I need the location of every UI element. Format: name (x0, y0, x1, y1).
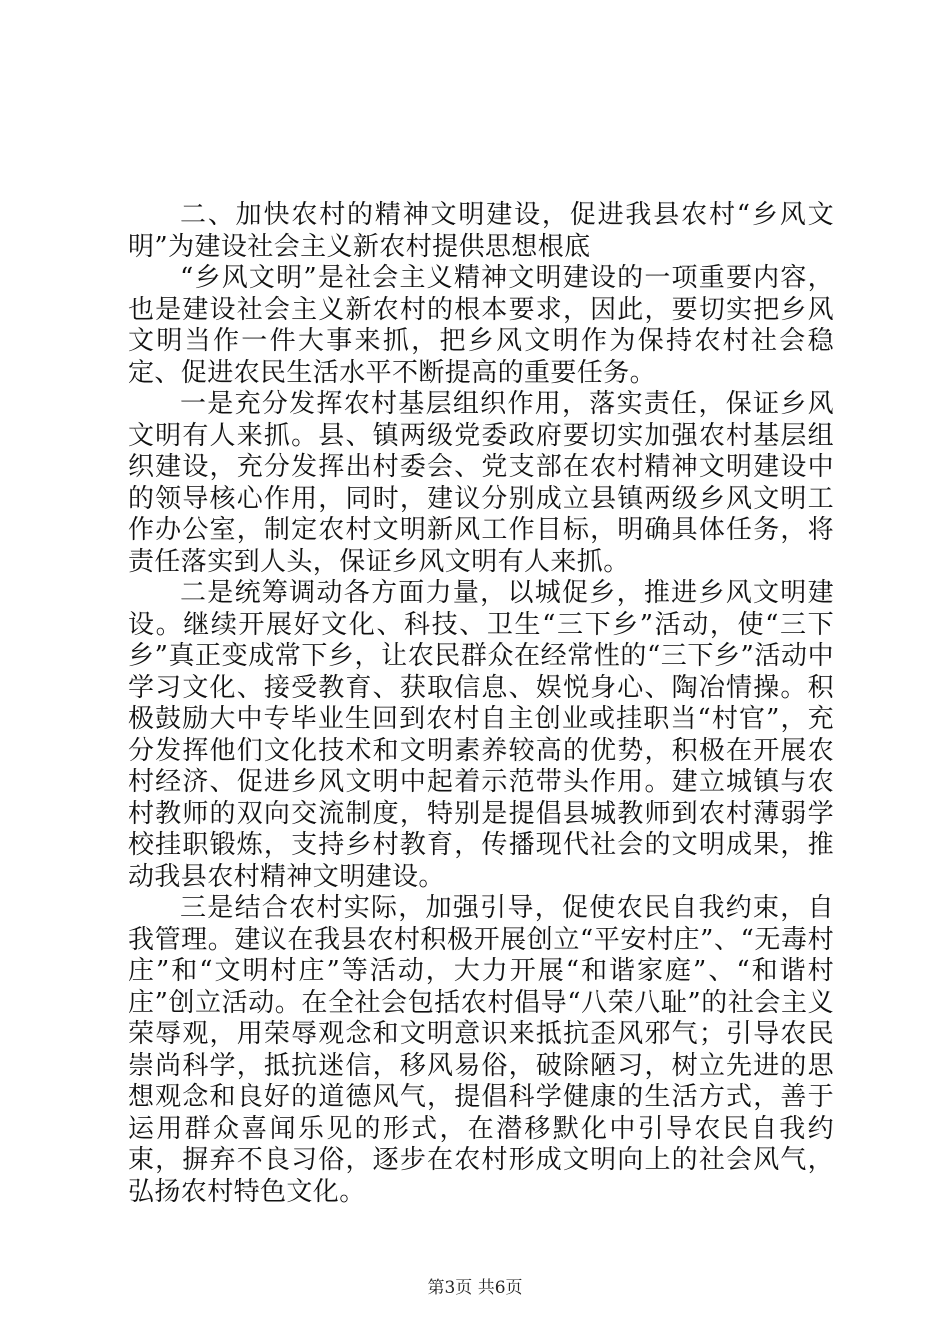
body-paragraph-intro: “乡风文明”是社会主义精神文明建设的一项重要内容，也是建设社会主义新农村的根本要求，因此，要切实把乡风文明当作一件大事来抓，把乡风文明作为保持农村社会稳定、促进农民生活水平不断提高的重要任务。 (128, 263, 834, 388)
document-body (128, 200, 834, 1208)
section-heading-paragraph: 二、加快农村的精神文明建设，促进我县农村“乡风文明”为建设社会主义新农村提供思想根底 (128, 200, 834, 262)
body-paragraph-point-two: 二是统筹调动各方面力量，以城促乡，推进乡风文明建设。继续开展好文化、科技、卫生“三下乡”活动，使“三下乡”真正变成常下乡，让农民群众在经常性的“三下乡”活动中学习文化、接受教育、获取信息、娱悦身心、陶冶情操。积极鼓励大中专毕业生回到农村自主创业或挂职当“村官”，充分发挥他们文化技术和文明素养较高的优势，积极在开展农村经济、促进乡风文明中起着示范带头作用。建立城镇与农村教师的双向交流制度，特别是提倡县城教师到农村薄弱学校挂职锻炼，支持乡村教育，传播现代社会的文明成果，推动我县农村精神文明建设。 (128, 578, 834, 892)
body-paragraph-point-three: 三是结合农村实际，加强引导，促使农民自我约束，自我管理。建议在我县农村积极开展创立“平安村庄”、“无毒村庄”和“文明村庄”等活动，大力开展“和谐家庭”、“和谐村庄”创立活动。在全社会包括农村倡导“八荣八耻”的社会主义荣辱观，用荣辱观念和文明意识来抵抗歪风邪气；引导农民崇尚科学，抵抗迷信，移风易俗，破除陋习，树立先进的思想观念和良好的道德风气，提倡科学健康的生活方式，善于运用群众喜闻乐见的形式，在潜移默化中引导农民自我约束，摒弃不良习俗，逐步在农村形成文明向上的社会风气，弘扬农村特色文化。 (128, 893, 834, 1207)
page-footer (0, 1273, 950, 1298)
body-paragraph-point-one: 一是充分发挥农村基层组织作用，落实责任，保证乡风文明有人来抓。县、镇两级党委政府要切实加强农村基层组织建设，充分发挥出村委会、党支部在农村精神文明建设中的领导核心作用，同时，建议分别成立县镇两级乡风文明工作办公室，制定农村文明新风工作目标，明确具体任务，将责任落实到人头，保证乡风文明有人来抓。 (128, 389, 834, 577)
page-number-label: 第3页 共6页 (427, 1278, 523, 1298)
